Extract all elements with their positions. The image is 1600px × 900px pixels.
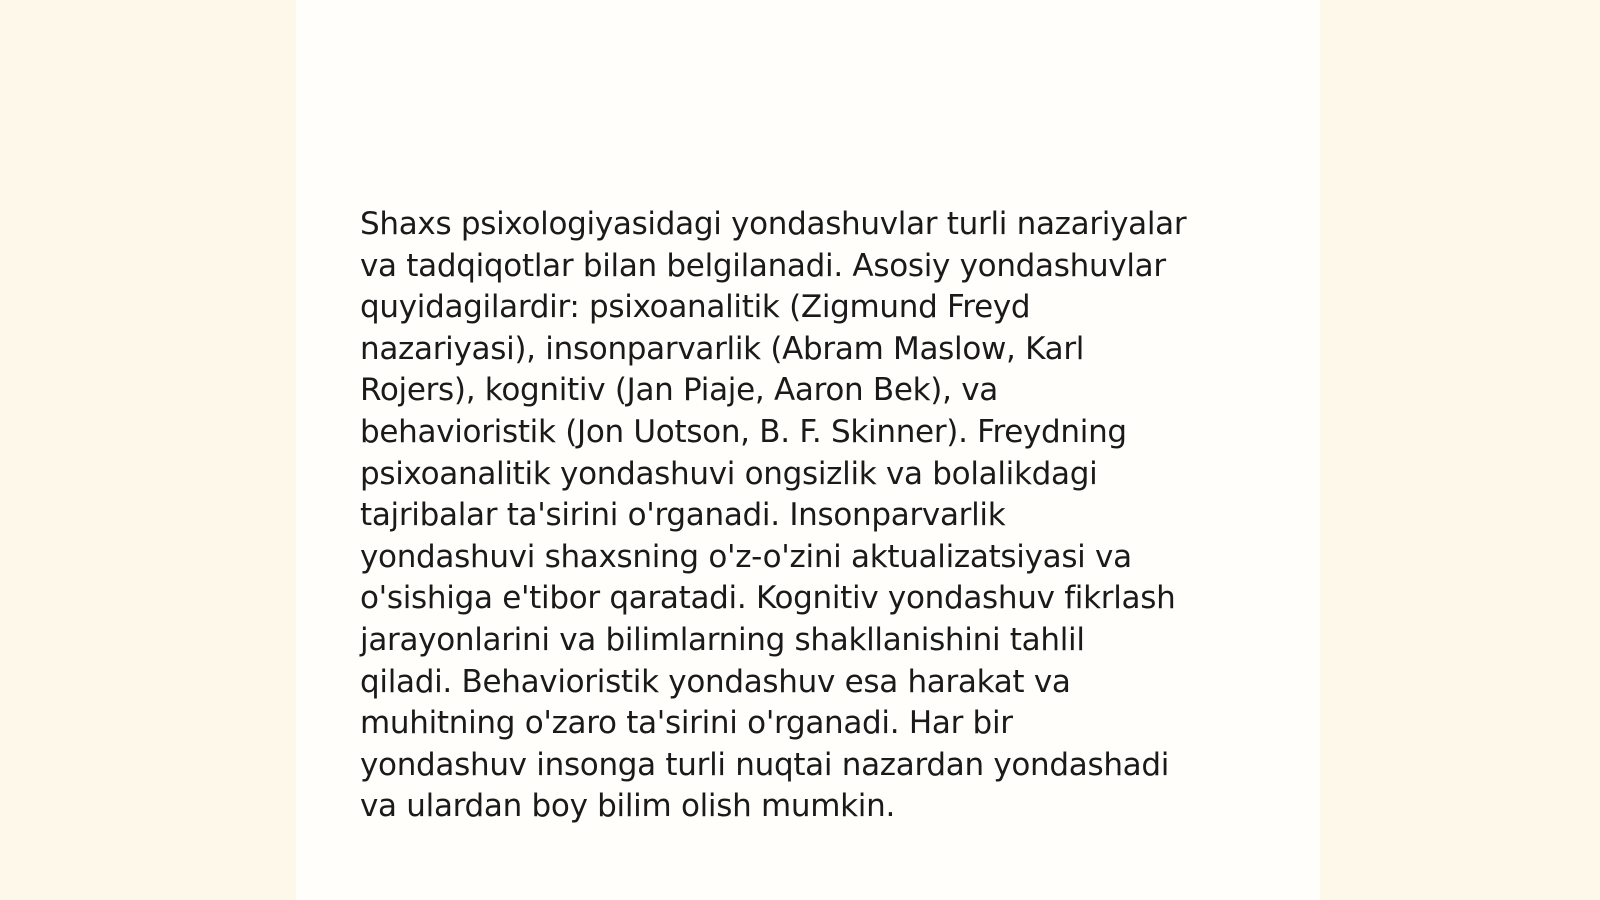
paragraph-line: psixoanalitik yondashuvi ongsizlik va bolalikdagi [360, 455, 1098, 492]
paragraph-line: nazariyasi), insonparvarlik (Abram Maslow, Karl [360, 330, 1085, 367]
paragraph-line: tajribalar ta'sirini o'rganadi. Insonparvarlik [360, 497, 1006, 534]
paragraph-line: yondashuv insonga turli nuqtai nazardan yondashadi [360, 746, 1170, 783]
paragraph-line: Rojers), kognitiv (Jan Piaje, Aaron Bek), va [360, 372, 998, 409]
paragraph-line: o'sishiga e'tibor qaratadi. Kognitiv yondashuv fikrlash [360, 580, 1176, 617]
paragraph-line: Shaxs psixologiyasidagi yondashuvlar turli nazariyalar [360, 206, 1187, 242]
paragraph-line: qiladi. Behavioristik yondashuv esa harakat va [360, 663, 1071, 700]
paragraph-line: va ulardan boy bilim olish mumkin. [360, 788, 895, 825]
slide-page [296, 0, 1320, 900]
paragraph-line: yondashuvi shaxsning o'z-o'zini aktualizatsiyasi va [360, 538, 1132, 575]
paragraph-line: jarayonlarini va bilimlarning shakllanishini tahlil [360, 621, 1085, 658]
paragraph-line: behavioristik (Jon Uotson, B. F. Skinner). Freydning [360, 413, 1127, 450]
paragraph-line: muhitning o'zaro ta'sirini o'rganadi. Har bir [360, 705, 1013, 742]
paragraph-line: va tadqiqotlar bilan belgilanadi. Asosiy yondashuvlar [360, 247, 1166, 284]
slide-body-paragraph [360, 204, 1260, 828]
paragraph-line: quyidagilardir: psixoanalitik (Zigmund Freyd [360, 289, 1031, 326]
